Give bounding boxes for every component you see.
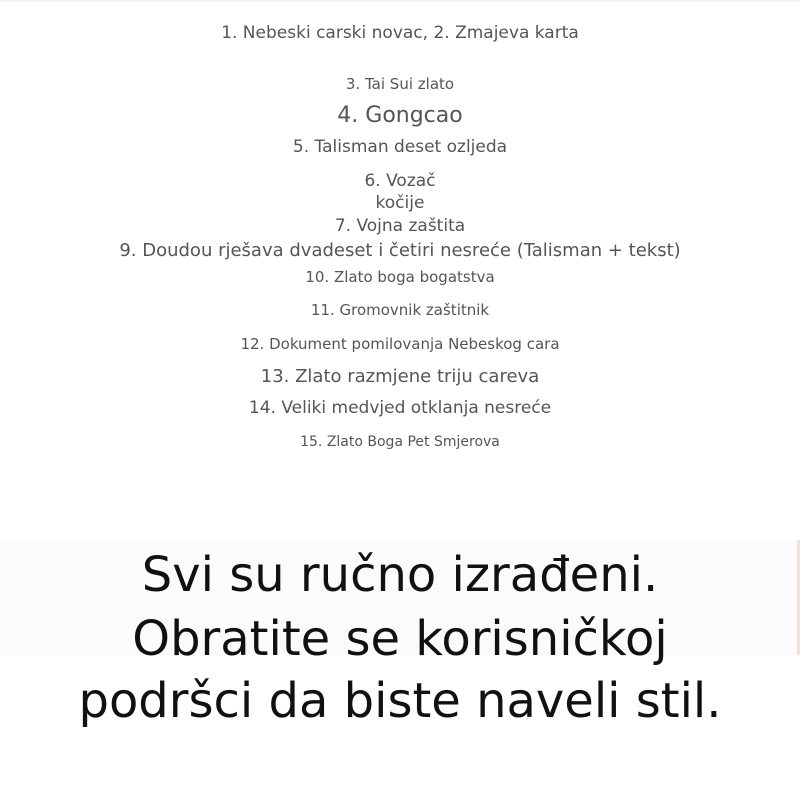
list-item: 11. Gromovnik zaštitnik	[310, 301, 490, 319]
list-item: 7. Vojna zaštita	[334, 216, 466, 236]
list-item: 5. Talisman deset ozljeda	[292, 137, 508, 157]
list-item: 15. Zlato Boga Pet Smjerova	[300, 434, 500, 450]
notice-line: Svi su ručno izrađeni.	[141, 547, 659, 603]
list-item: 3. Tai Sui zlato	[345, 75, 455, 93]
list-item: 6. Vozač	[364, 171, 436, 191]
top-accent-strip	[0, 0, 800, 2]
list-item: 9. Doudou rješava dvadeset i četiri nesreće (Talisman + tekst)	[119, 240, 681, 261]
list-item: 12. Dokument pomilovanja Nebeskog cara	[240, 335, 560, 353]
list-item: 13. Zlato razmjene triju careva	[260, 366, 540, 387]
notice-line: podršci da biste naveli stil.	[78, 673, 722, 729]
notice-line: Obratite se korisničkoj	[132, 611, 668, 667]
list-item: 4. Gongcao	[337, 103, 463, 128]
list-item: 10. Zlato boga bogatstva	[305, 268, 495, 286]
list-item: kočije	[375, 193, 425, 213]
list-item: 1. Nebeski carski novac, 2. Zmajeva karta	[221, 23, 579, 43]
list-item: 14. Veliki medvjed otklanja nesreće	[248, 398, 552, 418]
